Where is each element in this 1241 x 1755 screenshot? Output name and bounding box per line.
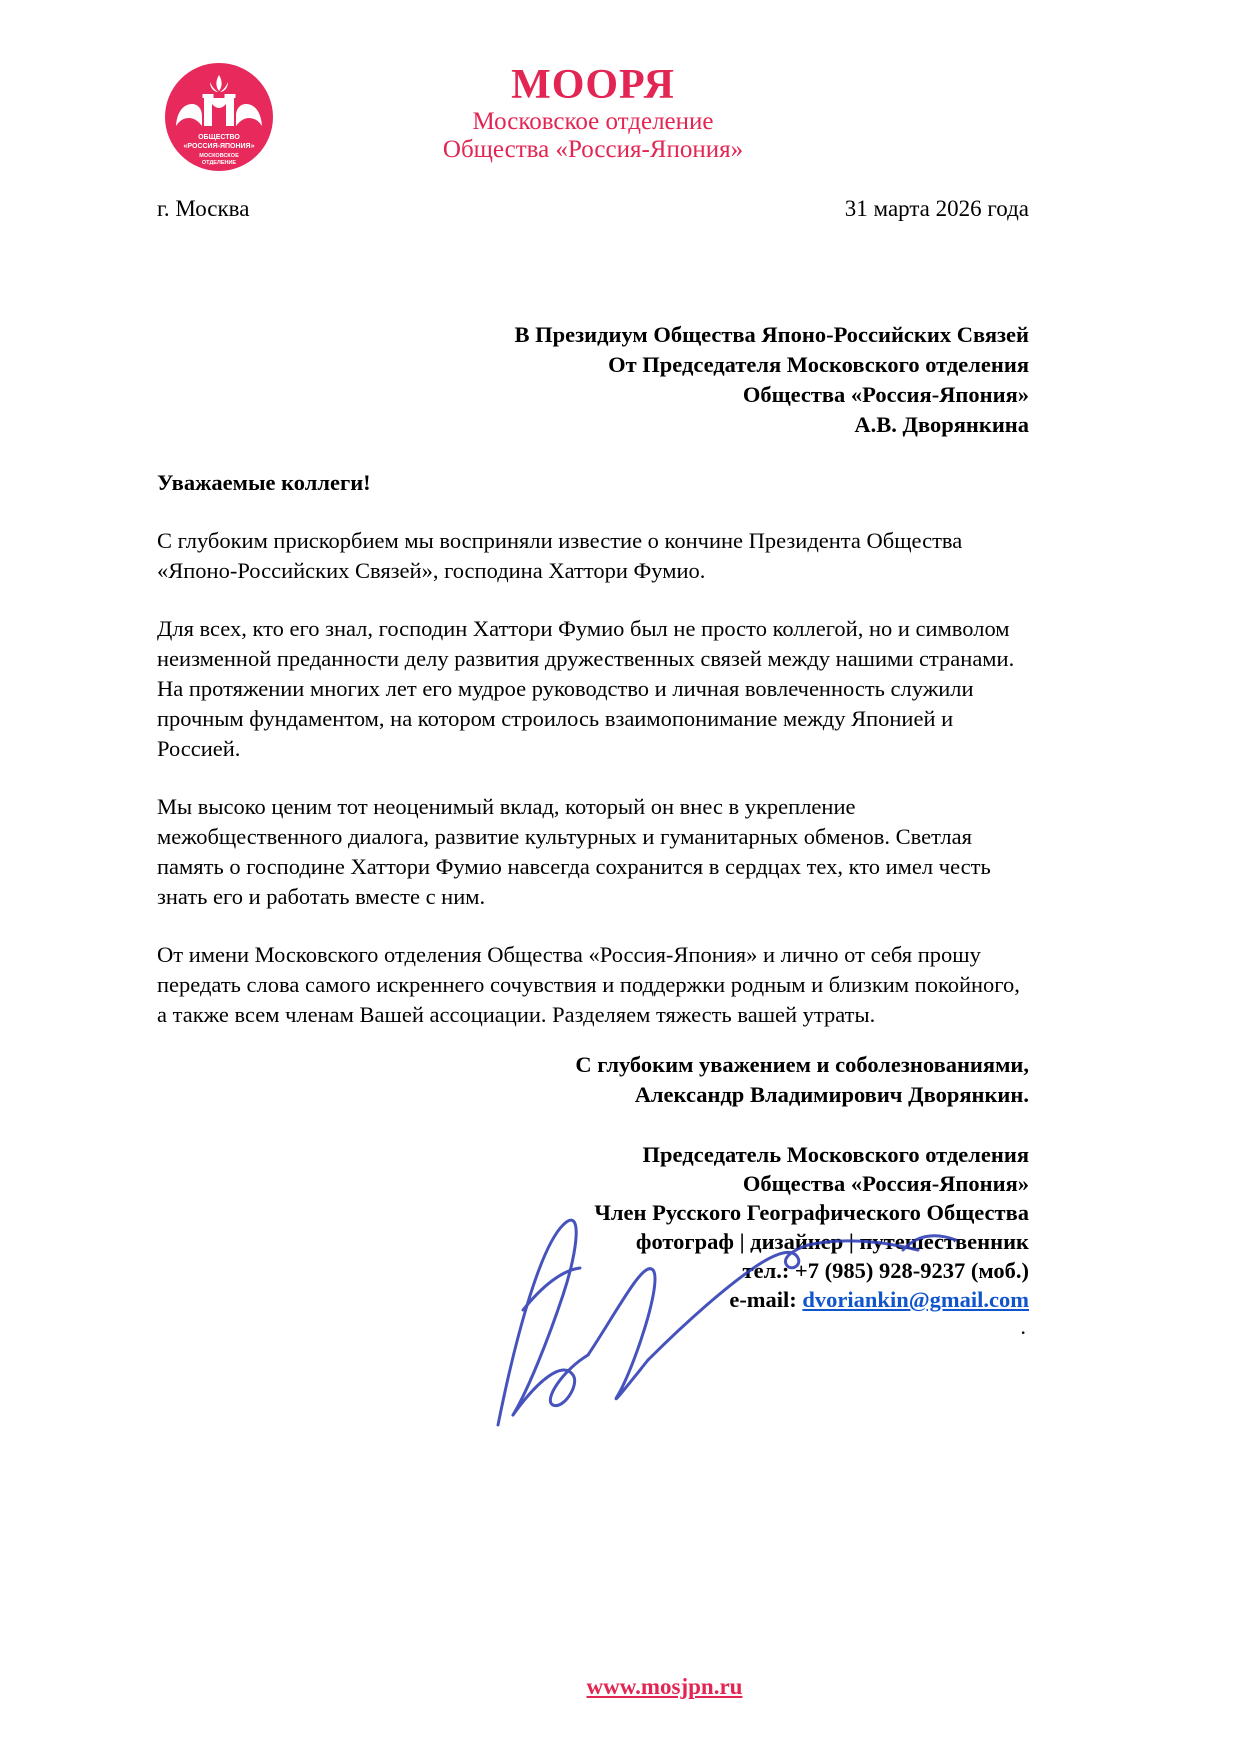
website-link[interactable]: www.mosjpn.ru xyxy=(586,1674,743,1699)
paragraph-2: Для всех, кто его знал, господин Хаттори Фумио был не просто коллегой, но и символом неизменной преданности делу развития дружественных связей между нашими странами. На протяжении многих лет его мудрое руководство и личная вовлеченность служили прочным фундаментом, на котором строилось взаимопонимание между Японией и Россией. xyxy=(157,616,1015,761)
signer-title-line: Председатель Московского отделения xyxy=(642,1142,1029,1167)
org-subtitle-line2: Общества «Россия-Япония» xyxy=(442,136,744,163)
city-label: г. Москва xyxy=(157,196,250,221)
letter-content xyxy=(157,0,1029,1314)
addressee-line: Общества «Россия-Япония» xyxy=(742,382,1029,407)
society-emblem-icon xyxy=(164,62,274,172)
letterhead xyxy=(157,0,1029,174)
signature-block xyxy=(157,1140,1029,1314)
closing-block xyxy=(157,1050,1029,1110)
date-row xyxy=(157,194,1029,224)
org-abbreviation: МООРЯ xyxy=(511,62,675,108)
date-label: 31 марта 2026 года xyxy=(844,196,1029,221)
logo-text-society: ОБЩЕСТВО xyxy=(198,134,240,141)
paragraph-3: Мы высоко ценим тот неоценимый вклад, который он внес в укрепление межобщественного диалога, развитие культурных и гуманитарных обменов. Светлая память о господине Хаттори Фумио навсегда сохранится в сердцах тех, кто имел честь знать его и работать вместе с ним. xyxy=(157,794,991,909)
phone-line: тел.: +7 (985) 928-9237 (моб.) xyxy=(742,1258,1029,1283)
org-subtitle-line1: Московское отделение xyxy=(472,108,714,135)
paragraph-4: От имени Московского отделения Общества «Россия-Япония» и лично от себя прошу передать слова самого искреннего сочувствия и поддержки родным и близким покойного, а также всем членам Вашей ассоциации. Разделяем тяжесть вашей утраты. xyxy=(157,942,1020,1027)
addressee-line: А.В. Дворянкина xyxy=(854,412,1029,437)
signer-membership-line: Член Русского Географического Общества xyxy=(594,1200,1029,1225)
greeting: Уважаемые коллеги! xyxy=(157,470,371,495)
society-logo xyxy=(164,62,274,172)
org-title-block xyxy=(157,62,1029,164)
stray-period: . xyxy=(1020,1314,1026,1339)
signer-title-line: Общества «Россия-Япония» xyxy=(742,1171,1029,1196)
paragraph-1: С глубоким прискорбием мы восприняли известие о кончине Президента Общества «Японо-Российских Связей», господина Хаттори Фумио. xyxy=(157,528,963,583)
email-label: e-mail: xyxy=(729,1287,803,1312)
logo-text-moscow: МОСКОВСКОЕ xyxy=(199,153,239,159)
closing-line: С глубоким уважением и соболезнованиями, xyxy=(575,1052,1029,1077)
addressee-block xyxy=(157,320,1029,440)
addressee-line: В Президиум Общества Японо-Российских Связей xyxy=(514,322,1029,347)
email-line xyxy=(157,1285,1029,1314)
logo-text-russia-japan: «РОССИЯ-ЯПОНИЯ» xyxy=(183,143,255,150)
email-link[interactable]: dvoriankin@gmail.com xyxy=(802,1287,1029,1312)
signer-roles-line: фотограф | дизайнер | путешественник xyxy=(635,1229,1029,1254)
page-footer xyxy=(0,1674,1241,1700)
addressee-line: От Председателя Московского отделения xyxy=(608,352,1029,377)
logo-text-branch: ОТДЕЛЕНИЕ xyxy=(201,160,237,166)
closing-line: Александр Владимирович Дворянкин. xyxy=(634,1082,1029,1107)
